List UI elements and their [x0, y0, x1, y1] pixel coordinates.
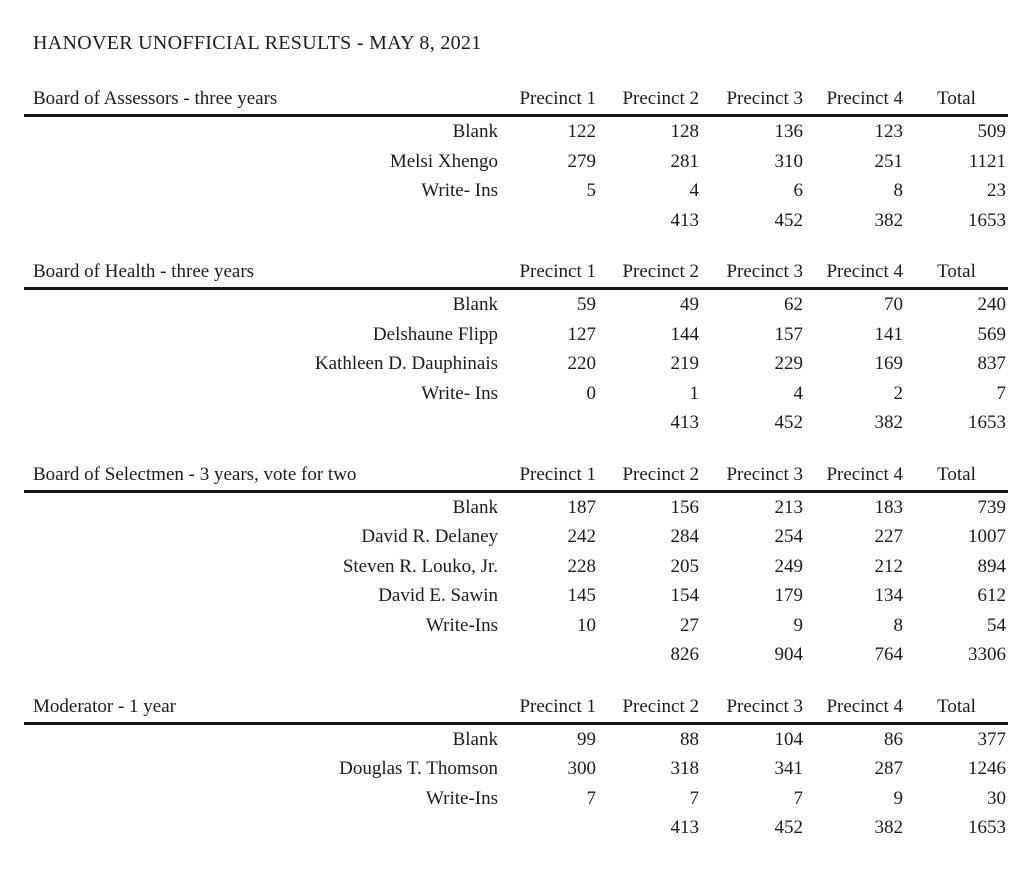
vote-count: 88 [680, 728, 699, 750]
vote-count: 240 [977, 294, 1006, 315]
results-table-board-of-selectmen [24, 464, 1008, 670]
vote-count: 7 [689, 787, 699, 809]
column-header-precinct-2: Precinct 2 [598, 696, 701, 724]
vote-count: 187 [567, 496, 596, 518]
total-count: 1653 [968, 412, 1006, 433]
total-count [498, 813, 598, 843]
total-count: 413 [670, 412, 699, 433]
office-title: Board of Health - three years [24, 261, 498, 289]
candidate-row [24, 320, 1008, 350]
total-count [498, 408, 598, 438]
candidate-row [24, 522, 1008, 552]
vote-count: 154 [670, 585, 699, 606]
vote-count: 318 [670, 758, 699, 779]
candidate-row [24, 379, 1008, 409]
vote-count: 205 [670, 555, 699, 577]
vote-count: 228 [567, 555, 596, 577]
vote-count: 123 [874, 121, 903, 142]
candidate-row [24, 611, 1008, 641]
column-header-precinct-1: Precinct 1 [498, 464, 598, 492]
vote-count: 7 [793, 787, 803, 809]
candidate-name: Douglas T. Thomson [339, 758, 498, 779]
header-row [24, 261, 1008, 289]
candidate-name: Blank [452, 496, 498, 518]
vote-count: 229 [774, 353, 803, 374]
total-count: 764 [874, 644, 903, 665]
totals-row [24, 640, 1008, 670]
vote-count: 212 [874, 555, 903, 577]
vote-count: 145 [567, 585, 596, 606]
candidate-row [24, 552, 1008, 582]
candidate-row [24, 784, 1008, 814]
vote-count: 1007 [968, 526, 1006, 547]
candidate-name: Blank [452, 121, 498, 142]
column-header-precinct-3: Precinct 3 [701, 696, 805, 724]
candidate-name: Blank [452, 294, 498, 315]
total-count [498, 206, 598, 236]
candidate-row [24, 176, 1008, 206]
vote-count: 179 [774, 585, 803, 606]
vote-count: 251 [874, 150, 903, 172]
total-count: 452 [774, 209, 803, 231]
vote-count: 9 [893, 787, 903, 809]
candidate-name: David R. Delaney [361, 526, 498, 547]
column-header-precinct-3: Precinct 3 [701, 464, 805, 492]
vote-count: 1121 [968, 150, 1006, 172]
column-header-precinct-4: Precinct 4 [805, 261, 905, 289]
vote-count: 4 [689, 180, 699, 201]
total-count [498, 640, 598, 670]
vote-count: 23 [987, 180, 1006, 201]
vote-count: 183 [874, 496, 903, 518]
vote-count: 281 [670, 150, 699, 172]
vote-count: 254 [774, 526, 803, 547]
column-header-precinct-4: Precinct 4 [805, 88, 905, 116]
vote-count: 144 [670, 323, 699, 345]
total-count: 3306 [968, 644, 1006, 665]
vote-count: 242 [567, 526, 596, 547]
totals-spacer [24, 813, 498, 843]
column-header-precinct-4: Precinct 4 [805, 696, 905, 724]
vote-count: 213 [774, 496, 803, 518]
vote-count: 1246 [968, 758, 1006, 779]
candidate-row [24, 116, 1008, 147]
results-table-moderator [24, 696, 1008, 843]
vote-count: 127 [567, 323, 596, 345]
vote-count: 2 [893, 382, 903, 404]
candidate-row [24, 491, 1008, 522]
total-count: 1653 [968, 817, 1006, 838]
total-count: 452 [774, 412, 803, 433]
candidate-row [24, 349, 1008, 379]
total-count: 904 [774, 644, 803, 665]
totals-row [24, 206, 1008, 236]
column-header-precinct-3: Precinct 3 [701, 261, 805, 289]
header-row [24, 464, 1008, 492]
totals-row [24, 408, 1008, 438]
candidate-name: Blank [452, 728, 498, 750]
candidate-row [24, 581, 1008, 611]
vote-count: 59 [577, 294, 596, 315]
vote-count: 249 [774, 555, 803, 577]
vote-count: 136 [774, 121, 803, 142]
vote-count: 219 [670, 353, 699, 374]
total-count: 382 [874, 817, 903, 838]
totals-spacer [24, 640, 498, 670]
column-header-precinct-2: Precinct 2 [598, 261, 701, 289]
vote-count: 157 [774, 323, 803, 345]
vote-count: 27 [680, 614, 699, 636]
vote-count: 128 [670, 121, 699, 142]
office-title: Moderator - 1 year [24, 696, 498, 724]
vote-count: 156 [670, 496, 699, 518]
vote-count: 8 [893, 614, 903, 636]
candidate-name: David E. Sawin [378, 585, 498, 606]
total-count: 826 [670, 644, 699, 665]
results-table-board-of-health [24, 261, 1008, 438]
candidate-name: Write-Ins [425, 787, 498, 809]
vote-count: 7 [586, 787, 596, 809]
vote-count: 30 [987, 787, 1006, 809]
vote-count: 612 [977, 585, 1006, 606]
candidate-name: Write- Ins [421, 382, 498, 404]
vote-count: 70 [884, 294, 903, 315]
column-header-precinct-1: Precinct 1 [498, 88, 598, 116]
candidate-name: Write- Ins [421, 180, 498, 201]
vote-count: 227 [874, 526, 903, 547]
total-count: 382 [874, 412, 903, 433]
vote-count: 279 [567, 150, 596, 172]
vote-count: 569 [977, 323, 1006, 345]
vote-count: 10 [577, 614, 596, 636]
vote-count: 62 [784, 294, 803, 315]
vote-count: 0 [586, 382, 596, 404]
candidate-name: Delshaune Flipp [372, 323, 498, 345]
results-table-board-of-assessors [24, 88, 1008, 235]
vote-count: 6 [793, 180, 803, 201]
candidate-name: Melsi Xhengo [389, 150, 498, 172]
vote-count: 49 [680, 294, 699, 315]
candidate-name: Steven R. Louko, Jr. [342, 555, 498, 577]
vote-count: 104 [774, 728, 803, 750]
column-header-precinct-4: Precinct 4 [805, 464, 905, 492]
candidate-row [24, 754, 1008, 784]
vote-count: 341 [774, 758, 803, 779]
total-count: 1653 [968, 209, 1006, 231]
column-header-precinct-1: Precinct 1 [498, 261, 598, 289]
vote-count: 310 [774, 150, 803, 172]
column-header-precinct-2: Precinct 2 [598, 88, 701, 116]
vote-count: 134 [874, 585, 903, 606]
vote-count: 9 [793, 614, 803, 636]
vote-count: 7 [996, 382, 1006, 404]
candidate-name: Kathleen D. Dauphinais [314, 353, 498, 374]
candidate-row [24, 723, 1008, 754]
column-header-precinct-3: Precinct 3 [701, 88, 805, 116]
vote-count: 1 [689, 382, 699, 404]
office-title: Board of Selectmen - 3 years, vote for two [24, 464, 498, 492]
totals-spacer [24, 408, 498, 438]
header-row [24, 696, 1008, 724]
column-header-total: Total [905, 261, 1008, 289]
vote-count: 99 [577, 728, 596, 750]
vote-count: 739 [977, 496, 1006, 518]
column-header-precinct-2: Precinct 2 [598, 464, 701, 492]
totals-spacer [24, 206, 498, 236]
vote-count: 220 [567, 353, 596, 374]
office-title: Board of Assessors - three years [24, 88, 498, 116]
total-count: 382 [874, 209, 903, 231]
candidate-row [24, 147, 1008, 177]
vote-count: 377 [977, 728, 1006, 750]
vote-count: 300 [567, 758, 596, 779]
vote-count: 86 [884, 728, 903, 750]
vote-count: 8 [893, 180, 903, 201]
column-header-total: Total [905, 696, 1008, 724]
page-title: HANOVER UNOFFICIAL RESULTS - MAY 8, 2021 [33, 32, 482, 54]
total-count: 452 [774, 817, 803, 838]
totals-row [24, 813, 1008, 843]
vote-count: 141 [874, 323, 903, 345]
candidate-row [24, 289, 1008, 320]
vote-count: 509 [977, 121, 1006, 142]
total-count: 413 [670, 209, 699, 231]
column-header-total: Total [905, 88, 1008, 116]
header-row [24, 88, 1008, 116]
vote-count: 837 [977, 353, 1006, 374]
vote-count: 169 [874, 353, 903, 374]
column-header-precinct-1: Precinct 1 [498, 696, 598, 724]
total-count: 413 [670, 817, 699, 838]
vote-count: 284 [670, 526, 699, 547]
vote-count: 287 [874, 758, 903, 779]
candidate-name: Write-Ins [425, 614, 498, 636]
column-header-total: Total [905, 464, 1008, 492]
vote-count: 5 [586, 180, 596, 201]
vote-count: 4 [793, 382, 803, 404]
vote-count: 54 [987, 614, 1006, 636]
vote-count: 122 [567, 121, 596, 142]
vote-count: 894 [977, 555, 1006, 577]
